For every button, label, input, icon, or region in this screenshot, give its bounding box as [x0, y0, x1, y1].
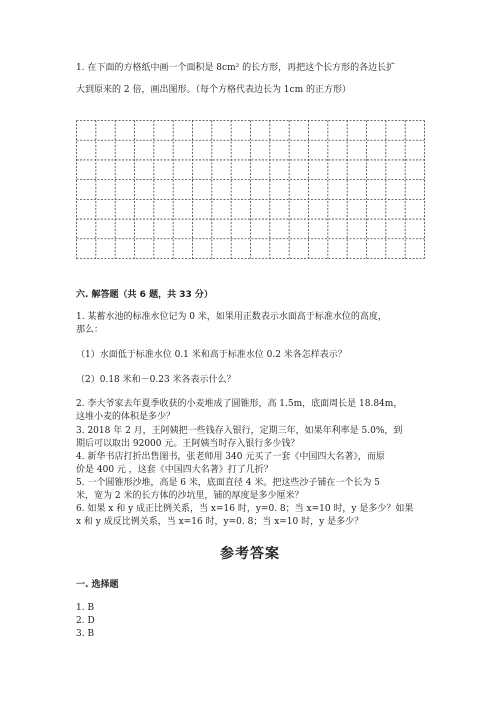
answer-item-3: 3. B — [76, 629, 95, 639]
s6-line-9: 4. 新华书店打折出售图书，张老师用 340 元买了一套《中国四大名著》，而原 — [76, 452, 385, 462]
s6-line-2: 那么： — [76, 325, 104, 335]
q1-line-1: 1. 在下面的方格纸中画一个面积是 8cm² 的长方形，再把这个长方形的各边长扩 — [76, 63, 396, 73]
s6-line-4: （2）0.18 米和－0.23 米各表示什么？ — [76, 375, 236, 385]
section-6-heading: 六. 解答题（共 6 题，共 33 分） — [76, 290, 213, 300]
s6-line-10: 价是 400 元 ，这套《中国四大名著》打了几折？ — [76, 465, 273, 475]
s6-line-7: 3. 2018 年 2 月，王阿姨把一些钱存入银行，定期三年，如果年利率是 5.0%，到 — [76, 426, 403, 436]
answer-item-2: 2. D — [76, 616, 95, 626]
s6-line-13: 6. 如果 x 和 y 成正比例关系，当 x=16 时，y=0. 8；当 x=10 时，y 是多少？如果 — [76, 504, 414, 514]
answer-item-1: 1. B — [76, 603, 95, 613]
q1-line-2: 大到原来的 2 倍，画出图形。（每个方格代表边长为 1cm 的正方形） — [76, 85, 351, 95]
s6-line-3: （1）水面低于标准水位 0.1 米和高于标准水位 0.2 米各怎样表示？ — [76, 350, 347, 360]
s6-line-8: 期后可以取出 92000 元。王阿姨当时存入银行多少钱？ — [76, 439, 300, 449]
s6-line-1: 1. 某蓄水池的标准水位记为 0 米，如果用正数表示水面高于标准水位的高度， — [76, 312, 387, 322]
s6-line-5: 2. 李大爷家去年夏季收获的小麦堆成了圆锥形，高 1.5m，底面周长是 18.84m， — [76, 399, 403, 409]
s6-line-6: 这堆小麦的体积是多少？ — [76, 412, 176, 422]
drawing-grid — [76, 120, 425, 259]
s6-line-14: x 和 y 成反比例关系，当 x=16 时，y=0. 8；当 x=10 时，y 是多少？ — [76, 517, 364, 527]
s6-line-11: 5. 一个圆锥形沙堆，高是 6 米，底面直径 4 米。把这些沙子铺在一个长为 5 — [76, 478, 380, 488]
s6-line-12: 米，宽为 2 米的长方体的沙坑里，铺的厚度是多少厘米？ — [76, 491, 304, 501]
answer-title: 参考答案 — [220, 546, 280, 562]
answers-section-1-heading: 一. 选择题 — [76, 580, 119, 590]
